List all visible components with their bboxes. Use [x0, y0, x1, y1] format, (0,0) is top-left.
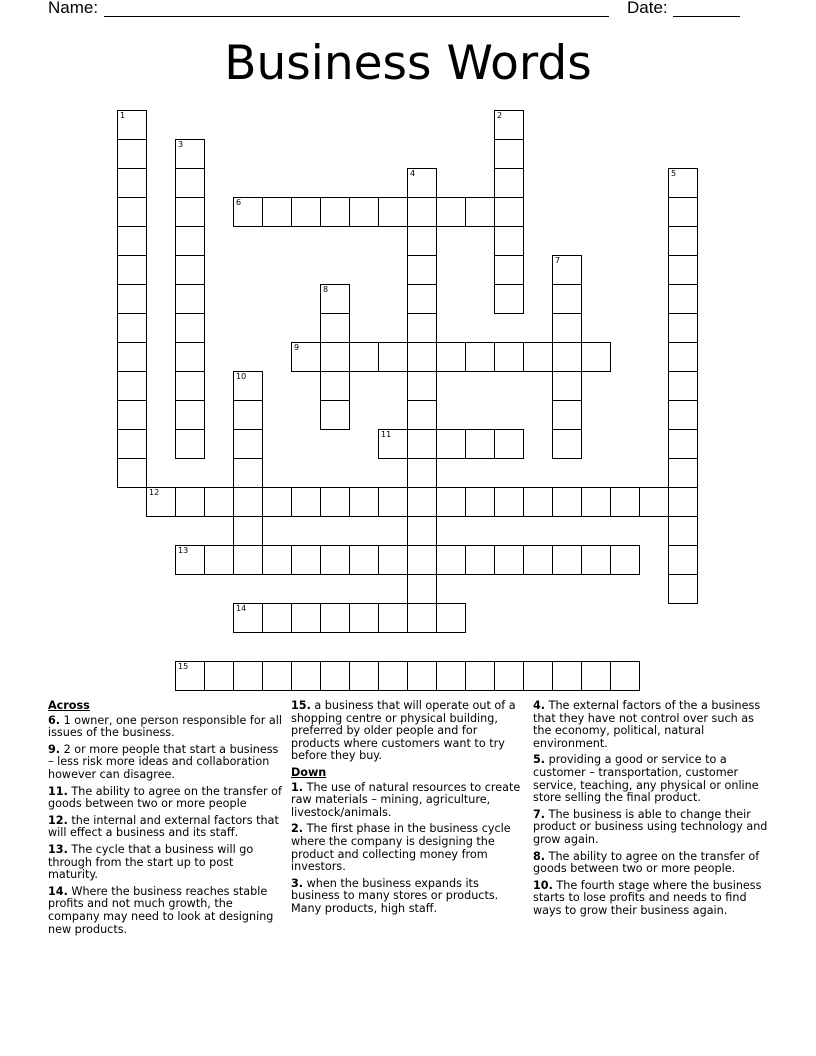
- grid-cell[interactable]: [465, 342, 495, 372]
- grid-cell[interactable]: [668, 516, 698, 546]
- clue-across-9: 9. 2 or more people that start a business – less risk more ideas and collaboration however can disagree.: [48, 742, 279, 781]
- grid-cell[interactable]: [117, 284, 147, 314]
- grid-cell[interactable]: [291, 661, 321, 691]
- clue-across-11: 11. The ability to agree on the transfer of goods between two or more people: [48, 784, 282, 811]
- grid-cell[interactable]: [320, 197, 350, 227]
- clue-down-5: 5. providing a good or service to a customer – transportation, customer service, teaching, any physical or online store selling the final product.: [533, 753, 759, 805]
- grid-cell[interactable]: [175, 545, 205, 575]
- grid-cell[interactable]: [233, 458, 263, 488]
- grid-cell[interactable]: [175, 429, 205, 459]
- grid-cell[interactable]: [291, 197, 321, 227]
- clue-number: 13: [178, 546, 189, 555]
- grid-cell[interactable]: [668, 400, 698, 430]
- grid-cell[interactable]: [233, 516, 263, 546]
- grid-cell[interactable]: [581, 342, 611, 372]
- grid-cell[interactable]: [262, 661, 292, 691]
- grid-cell[interactable]: [523, 342, 553, 372]
- grid-cell[interactable]: [407, 458, 437, 488]
- clue-number: 5: [671, 169, 677, 178]
- grid-cell[interactable]: [378, 603, 408, 633]
- grid-cell[interactable]: [668, 197, 698, 227]
- grid-cell[interactable]: [320, 661, 350, 691]
- grid-cell[interactable]: [117, 458, 147, 488]
- clue-number: 8: [323, 285, 329, 294]
- grid-cell[interactable]: [320, 487, 350, 517]
- grid-cell[interactable]: [117, 371, 147, 401]
- grid-cell[interactable]: [494, 342, 524, 372]
- grid-cell[interactable]: [407, 429, 437, 459]
- grid-cell[interactable]: [262, 197, 292, 227]
- grid-cell[interactable]: [175, 139, 205, 169]
- grid-cell[interactable]: [668, 226, 698, 256]
- across-heading: Across: [48, 699, 90, 712]
- grid-cell[interactable]: [175, 400, 205, 430]
- grid-cell[interactable]: [233, 197, 263, 227]
- clue-number: 10: [236, 372, 247, 381]
- grid-cell[interactable]: [465, 429, 495, 459]
- grid-cell[interactable]: [552, 487, 582, 517]
- grid-cell[interactable]: [233, 487, 263, 517]
- grid-cell[interactable]: [523, 487, 553, 517]
- grid-cell[interactable]: [349, 342, 379, 372]
- grid-cell[interactable]: [349, 603, 379, 633]
- grid-cell[interactable]: [552, 255, 582, 285]
- grid-cell[interactable]: [436, 429, 466, 459]
- grid-cell[interactable]: [407, 574, 437, 604]
- grid-cell[interactable]: [494, 284, 524, 314]
- clue-number: 12: [149, 488, 160, 497]
- grid-cell[interactable]: [465, 545, 495, 575]
- grid-cell[interactable]: [262, 603, 292, 633]
- clue-number: 9: [294, 343, 300, 352]
- clue-down-1: 1. The use of natural resources to create raw materials – mining, agriculture, livestock/animals.: [291, 780, 521, 819]
- clue-number: 7: [555, 256, 561, 265]
- page-title: Business Words: [224, 36, 592, 91]
- grid-cell[interactable]: [233, 661, 263, 691]
- grid-cell[interactable]: [407, 545, 437, 575]
- grid-cell[interactable]: [233, 603, 263, 633]
- clue-number: 15: [178, 662, 189, 671]
- grid-cell[interactable]: [610, 545, 640, 575]
- grid-cell[interactable]: [291, 342, 321, 372]
- grid-cell[interactable]: [262, 487, 292, 517]
- grid-cell[interactable]: [494, 255, 524, 285]
- grid-cell[interactable]: [407, 226, 437, 256]
- grid-cell[interactable]: [378, 487, 408, 517]
- grid-cell[interactable]: [117, 226, 147, 256]
- grid-cell[interactable]: [552, 545, 582, 575]
- grid-cell[interactable]: [233, 429, 263, 459]
- grid-cell[interactable]: [175, 168, 205, 198]
- grid-cell[interactable]: [117, 197, 147, 227]
- grid-cell[interactable]: [117, 110, 147, 140]
- grid-cell[interactable]: [465, 487, 495, 517]
- clue-number: 6: [236, 198, 242, 207]
- grid-cell[interactable]: [581, 545, 611, 575]
- grid-cell[interactable]: [117, 255, 147, 285]
- date-label: Date:: [627, 0, 668, 17]
- clue-number: 1: [120, 111, 126, 120]
- grid-cell[interactable]: [320, 313, 350, 343]
- grid-cell[interactable]: [175, 342, 205, 372]
- grid-cell[interactable]: [668, 429, 698, 459]
- grid-cell[interactable]: [175, 371, 205, 401]
- grid-cell[interactable]: [291, 603, 321, 633]
- clue-across-15: 15. a business that will operate out of a shopping centre or physical building, preferred by older people and for products where customers want to try before they buy.: [291, 699, 516, 763]
- name-label: Name:: [48, 0, 99, 17]
- grid-cell[interactable]: [668, 458, 698, 488]
- grid-cell[interactable]: [407, 487, 437, 517]
- clue-across-14: 14. Where the business reaches stable profits and not much growth, the company may need to look at designing new products.: [48, 884, 274, 936]
- grid-cell[interactable]: [117, 313, 147, 343]
- grid-cell[interactable]: [407, 603, 437, 633]
- grid-cell[interactable]: [465, 197, 495, 227]
- grid-cell[interactable]: [146, 487, 176, 517]
- grid-cell[interactable]: [668, 284, 698, 314]
- grid-cell[interactable]: [436, 603, 466, 633]
- grid-cell[interactable]: [320, 603, 350, 633]
- grid-cell[interactable]: [668, 371, 698, 401]
- grid-cell[interactable]: [349, 487, 379, 517]
- clue-down-10: 10. The fourth stage where the business starts to lose profits and needs to find ways to grow their business again.: [533, 878, 762, 917]
- grid-cell[interactable]: [291, 487, 321, 517]
- grid-cell[interactable]: [175, 284, 205, 314]
- grid-cell[interactable]: [378, 661, 408, 691]
- grid-cell[interactable]: [175, 255, 205, 285]
- grid-cell[interactable]: [233, 371, 263, 401]
- grid-cell[interactable]: [494, 168, 524, 198]
- grid-cell[interactable]: [552, 371, 582, 401]
- grid-cell[interactable]: [668, 574, 698, 604]
- down-heading: Down: [291, 765, 327, 779]
- grid-cell[interactable]: [204, 545, 234, 575]
- grid-cell[interactable]: [320, 342, 350, 372]
- clue-number: 3: [178, 140, 184, 149]
- grid-cell[interactable]: [523, 545, 553, 575]
- grid-cell[interactable]: [349, 197, 379, 227]
- grid-cell[interactable]: [552, 661, 582, 691]
- grid-cell[interactable]: [320, 400, 350, 430]
- clue-column-1: [48, 700, 284, 940]
- grid-cell[interactable]: [639, 487, 669, 517]
- clue-column-2: [291, 700, 527, 920]
- grid-cell[interactable]: [320, 545, 350, 575]
- grid-cell[interactable]: [494, 487, 524, 517]
- grid-cell[interactable]: [117, 342, 147, 372]
- grid-cell[interactable]: [494, 139, 524, 169]
- grid-cell[interactable]: [552, 342, 582, 372]
- grid-cell[interactable]: [581, 487, 611, 517]
- grid-cell[interactable]: [668, 487, 698, 517]
- grid-cell[interactable]: [668, 255, 698, 285]
- grid-cell[interactable]: [291, 545, 321, 575]
- grid-cell[interactable]: [407, 516, 437, 546]
- grid-cell[interactable]: [204, 487, 234, 517]
- grid-cell[interactable]: [175, 661, 205, 691]
- grid-cell[interactable]: [610, 487, 640, 517]
- grid-cell[interactable]: [407, 313, 437, 343]
- grid-cell[interactable]: [436, 342, 466, 372]
- grid-cell[interactable]: [436, 197, 466, 227]
- grid-cell[interactable]: [407, 255, 437, 285]
- grid-cell[interactable]: [668, 342, 698, 372]
- grid-cell[interactable]: [378, 342, 408, 372]
- grid-cell[interactable]: [175, 226, 205, 256]
- clue-down-2: 2. The first phase in the business cycle where the company is designing the product and collecting money from investors.: [291, 822, 511, 874]
- grid-cell[interactable]: [233, 400, 263, 430]
- grid-cell[interactable]: [117, 400, 147, 430]
- clue-number: 14: [236, 604, 247, 613]
- grid-cell[interactable]: [320, 284, 350, 314]
- grid-cell[interactable]: [436, 661, 466, 691]
- grid-cell[interactable]: [436, 487, 466, 517]
- grid-cell[interactable]: [117, 429, 147, 459]
- grid-cell[interactable]: [668, 545, 698, 575]
- grid-cell[interactable]: [407, 661, 437, 691]
- grid-cell[interactable]: [494, 226, 524, 256]
- clue-down-4: 4. The external factors of the a business that they have not control over such as the economy, political, natural environment.: [533, 699, 761, 750]
- grid-cell[interactable]: [610, 661, 640, 691]
- grid-cell[interactable]: [117, 168, 147, 198]
- grid-cell[interactable]: [407, 342, 437, 372]
- grid-cell[interactable]: [349, 661, 379, 691]
- grid-cell[interactable]: [668, 168, 698, 198]
- grid-cell[interactable]: [407, 197, 437, 227]
- grid-cell[interactable]: [668, 313, 698, 343]
- clue-number: 4: [410, 169, 416, 178]
- grid-cell[interactable]: [407, 284, 437, 314]
- grid-cell[interactable]: [407, 371, 437, 401]
- grid-cell[interactable]: [175, 487, 205, 517]
- clue-across-6: 6. 1 owner, one person responsible for all issues of the business.: [48, 713, 282, 740]
- clue-column-3: [533, 700, 769, 922]
- grid-cell[interactable]: [436, 545, 466, 575]
- clue-number: 11: [381, 430, 392, 439]
- grid-cell[interactable]: [494, 545, 524, 575]
- grid-cell[interactable]: [407, 168, 437, 198]
- grid-cell[interactable]: [494, 429, 524, 459]
- grid-cell[interactable]: [378, 545, 408, 575]
- grid-cell[interactable]: [523, 661, 553, 691]
- grid-cell[interactable]: [552, 400, 582, 430]
- grid-cell[interactable]: [378, 197, 408, 227]
- clue-down-8: 8. The ability to agree on the transfer of goods between two or more people.: [533, 849, 760, 876]
- grid-cell[interactable]: [378, 429, 408, 459]
- grid-cell[interactable]: [494, 110, 524, 140]
- grid-cell[interactable]: [320, 371, 350, 401]
- clue-down-7: 7. The business is able to change their product or business using technology and grow again.: [533, 807, 768, 846]
- grid-cell[interactable]: [262, 545, 292, 575]
- grid-cell[interactable]: [494, 661, 524, 691]
- grid-cell[interactable]: [552, 313, 582, 343]
- clue-number: 2: [497, 111, 503, 120]
- grid-cell[interactable]: [233, 545, 263, 575]
- grid-cell[interactable]: [175, 197, 205, 227]
- grid-cell[interactable]: [552, 284, 582, 314]
- clue-down-3: 3. when the business expands its business to many stores or products. Many products, high staff.: [291, 876, 499, 915]
- grid-cell[interactable]: [349, 545, 379, 575]
- grid-cell[interactable]: [117, 139, 147, 169]
- grid-cell[interactable]: [407, 400, 437, 430]
- clue-across-12: 12. the internal and external factors that will effect a business and its staff.: [48, 813, 279, 840]
- clue-across-13: 13. The cycle that a business will go through from the start up to post maturity.: [48, 842, 254, 882]
- grid-cell[interactable]: [204, 661, 234, 691]
- grid-cell[interactable]: [552, 429, 582, 459]
- grid-cell[interactable]: [465, 661, 495, 691]
- grid-cell[interactable]: [494, 197, 524, 227]
- grid-cell[interactable]: [175, 313, 205, 343]
- grid-cell[interactable]: [581, 661, 611, 691]
